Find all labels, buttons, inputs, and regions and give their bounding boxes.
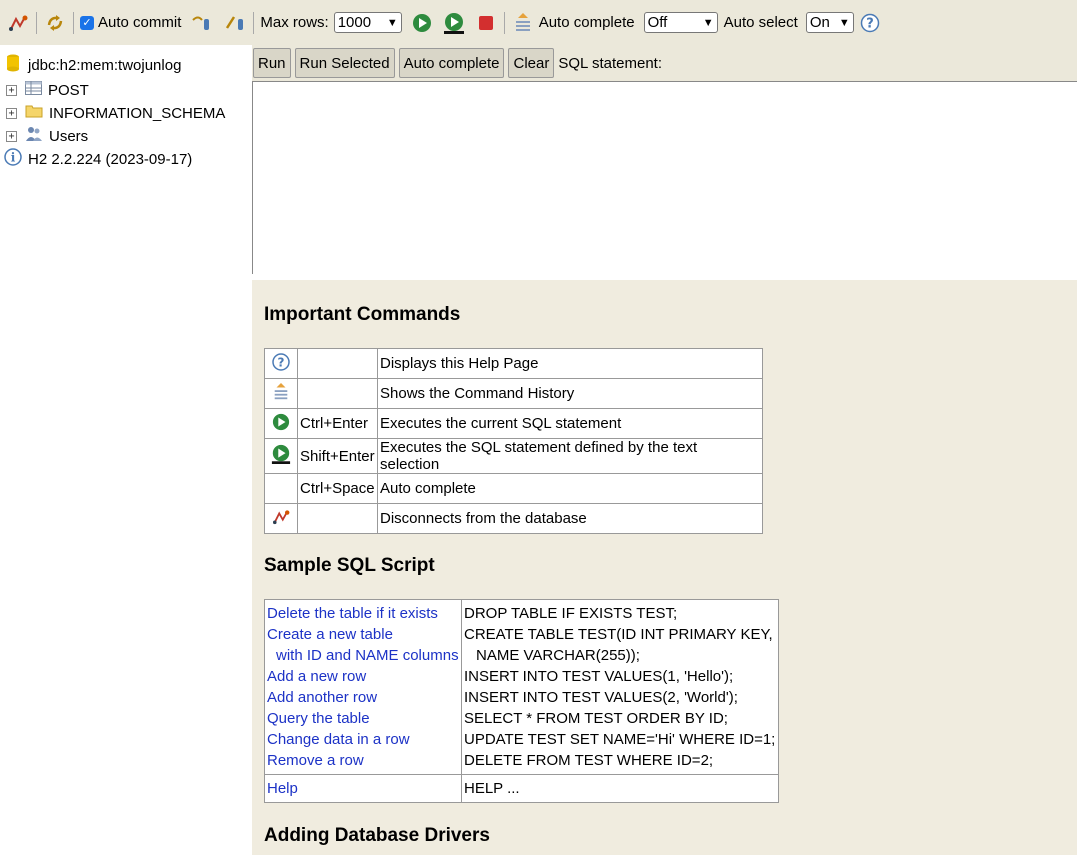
- chevron-down-icon: ▼: [386, 16, 398, 29]
- sql-line: NAME VARCHAR(255));: [476, 647, 640, 664]
- max-rows-value: 1000: [337, 14, 372, 31]
- chevron-down-icon: ▼: [702, 16, 714, 29]
- sample-link[interactable]: Query the table: [267, 710, 370, 727]
- help-link-cell: [265, 775, 462, 803]
- toolbar-divider: [253, 12, 254, 34]
- help-sql-cell: HELP ...: [462, 775, 779, 803]
- table-icon: [25, 81, 42, 99]
- table-cell: [265, 349, 298, 379]
- sql-line: DELETE FROM TEST WHERE ID=2;: [464, 752, 714, 769]
- toolbar: [0, 0, 1077, 45]
- table-row: [265, 504, 763, 534]
- description-cell: Disconnects from the database: [378, 504, 763, 534]
- shortcut-cell: [298, 349, 378, 379]
- tree-item-post[interactable]: [6, 79, 89, 101]
- sql-line: DROP TABLE IF EXISTS TEST;: [464, 605, 678, 622]
- table-cell: [265, 409, 298, 439]
- sample-link[interactable]: Remove a row: [267, 752, 364, 769]
- shortcut-cell: Ctrl+Enter: [298, 409, 378, 439]
- stop-icon[interactable]: [474, 11, 498, 35]
- auto-select-label: Auto select: [723, 14, 798, 31]
- tree-item-label: INFORMATION_SCHEMA: [49, 104, 226, 122]
- table-cell: [265, 379, 298, 409]
- rollback-icon[interactable]: [189, 11, 213, 35]
- commit-icon[interactable]: [223, 11, 247, 35]
- sample-links-cell: [265, 600, 462, 775]
- auto-complete-button[interactable]: Auto complete: [399, 48, 505, 78]
- tree-item-users[interactable]: [6, 125, 88, 147]
- sql-editor[interactable]: [252, 81, 1077, 274]
- refresh-icon[interactable]: [43, 11, 67, 35]
- sql-line: INSERT INTO TEST VALUES(2, 'World');: [464, 689, 738, 706]
- table-row: [265, 349, 763, 379]
- users-icon: [25, 126, 43, 146]
- expand-icon[interactable]: +: [6, 85, 17, 96]
- sample-link[interactable]: Create a new table: [267, 626, 393, 643]
- auto-select-select[interactable]: [806, 12, 854, 33]
- description-cell: Auto complete: [378, 474, 763, 504]
- sql-line: INSERT INTO TEST VALUES(1, 'Hello');: [464, 668, 734, 685]
- table-row: [265, 379, 763, 409]
- clear-button[interactable]: Clear: [508, 48, 554, 78]
- tree-version: [4, 148, 192, 170]
- sql-statement-label: SQL statement:: [558, 54, 663, 72]
- expand-icon[interactable]: +: [6, 108, 17, 119]
- info-icon: [4, 148, 22, 170]
- history-icon: [272, 389, 290, 406]
- chevron-down-icon: ▼: [838, 16, 850, 29]
- connection-label: jdbc:h2:mem:twojunlog: [28, 56, 182, 74]
- run-icon[interactable]: [410, 11, 434, 35]
- sample-link[interactable]: with ID and NAME columns: [276, 647, 459, 664]
- max-rows-label: Max rows:: [260, 14, 329, 31]
- description-cell: Shows the Command History: [378, 379, 763, 409]
- auto-complete-value: Off: [647, 14, 668, 31]
- sample-link[interactable]: Add another row: [267, 689, 378, 706]
- table-row: [265, 600, 779, 775]
- auto-select-value: On: [809, 14, 830, 31]
- tree-connection[interactable]: [6, 54, 181, 76]
- sample-link[interactable]: Add a new row: [267, 668, 367, 685]
- shortcut-cell: [298, 379, 378, 409]
- table-row: [265, 439, 763, 474]
- table-cell: [265, 474, 298, 504]
- description-cell: Executes the current SQL statement: [378, 409, 763, 439]
- description-cell: Executes the SQL statement defined by the text selection: [378, 439, 763, 474]
- version-label: H2 2.2.224 (2023-09-17): [28, 150, 193, 168]
- table-row: [265, 775, 779, 803]
- run-selected-icon[interactable]: [442, 11, 466, 35]
- auto-complete-select[interactable]: [644, 12, 718, 33]
- database-icon: [6, 54, 20, 76]
- max-rows-select[interactable]: [334, 12, 402, 33]
- disconnect-icon: [272, 512, 290, 529]
- help-icon: [272, 355, 290, 375]
- folder-icon: [25, 104, 43, 122]
- sql-line: SELECT * FROM TEST ORDER BY ID;: [464, 710, 728, 727]
- table-cell: [265, 439, 298, 474]
- sample-link[interactable]: Change data in a row: [267, 731, 410, 748]
- table-cell: [265, 504, 298, 534]
- shortcut-cell: Ctrl+Space: [298, 474, 378, 504]
- run-selected-button[interactable]: Run Selected: [295, 48, 395, 78]
- toolbar-divider: [504, 12, 505, 34]
- toolbar-divider: [36, 12, 37, 34]
- expand-icon[interactable]: +: [6, 131, 17, 142]
- help-icon[interactable]: [858, 11, 882, 35]
- sql-line: CREATE TABLE TEST(ID INT PRIMARY KEY,: [464, 626, 773, 643]
- auto-commit-checkbox[interactable]: ✓: [80, 16, 94, 30]
- query-toolbar: [252, 45, 1077, 81]
- svg-text:i: i: [10, 150, 16, 165]
- tree-item-label: Users: [49, 127, 89, 145]
- svg-text:?: ?: [277, 355, 285, 369]
- tree-item-label: POST: [48, 81, 89, 99]
- run-icon: [272, 418, 290, 435]
- run-button[interactable]: Run: [253, 48, 291, 78]
- table-row: [265, 474, 763, 504]
- commands-table: [264, 348, 763, 534]
- shortcut-cell: [298, 504, 378, 534]
- auto-complete-label: Auto complete: [538, 14, 635, 31]
- object-tree: [0, 45, 252, 855]
- sample-sql-cell: [462, 600, 779, 775]
- disconnect-icon[interactable]: [6, 11, 30, 35]
- history-icon[interactable]: [511, 11, 535, 35]
- help-panel: [252, 280, 1077, 855]
- sample-sql-table: [264, 599, 779, 803]
- important-commands-heading: Important Commands: [264, 304, 461, 325]
- svg-text:?: ?: [866, 16, 874, 31]
- sample-link[interactable]: Delete the table if it exists: [267, 605, 438, 622]
- auto-commit-label: Auto commit: [98, 14, 182, 31]
- shortcut-cell: Shift+Enter: [298, 439, 378, 474]
- toolbar-divider: [73, 12, 74, 34]
- table-row: [265, 409, 763, 439]
- run-selected-icon: [270, 451, 292, 468]
- help-link[interactable]: Help: [267, 780, 298, 797]
- tree-item-information-schema[interactable]: [6, 102, 225, 124]
- adding-drivers-heading: Adding Database Drivers: [264, 825, 490, 846]
- description-cell: Displays this Help Page: [378, 349, 763, 379]
- sql-line: UPDATE TEST SET NAME='Hi' WHERE ID=1;: [464, 731, 776, 748]
- sample-script-heading: Sample SQL Script: [264, 555, 435, 576]
